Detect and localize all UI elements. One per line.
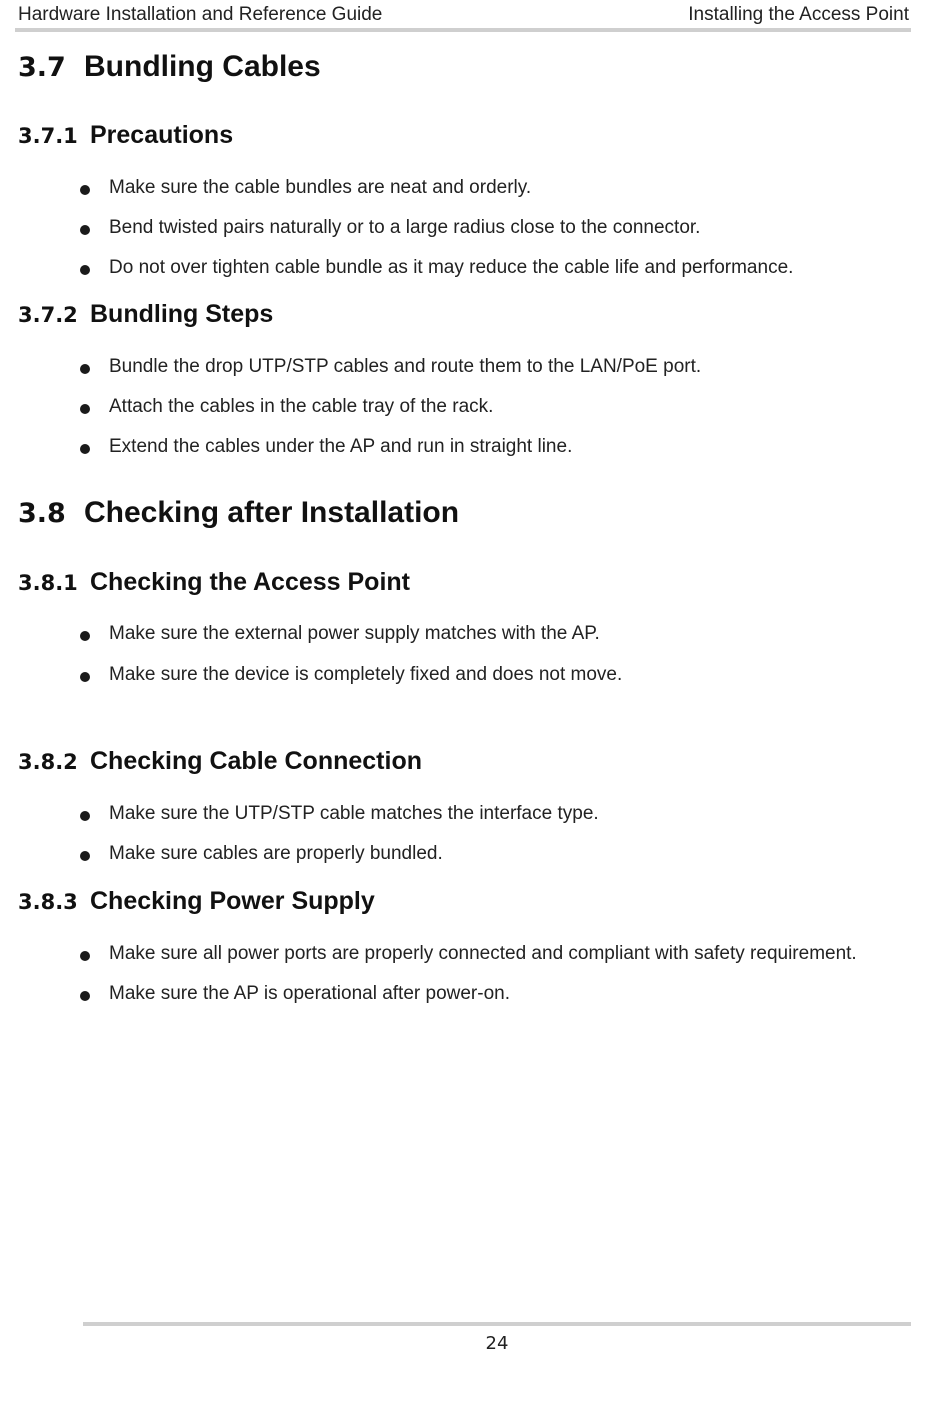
subsection-number: 3.7.2: [18, 303, 78, 327]
running-header: [18, 4, 909, 26]
subsection-heading-3-8-1: [18, 568, 410, 597]
footer-rule: [83, 1322, 911, 1326]
subsection-title: Checking the Access Point: [90, 568, 410, 596]
bullet-icon: [80, 265, 90, 275]
bullet-icon: [80, 225, 90, 235]
bullet-icon: [80, 851, 90, 861]
section-heading-3-7: [18, 50, 321, 84]
section-title: Bundling Cables: [84, 50, 321, 83]
bullet-icon: [80, 672, 90, 682]
subsection-heading-3-7-1: [18, 121, 233, 150]
bullet-icon: [80, 444, 90, 454]
subsection-number: 3.8.3: [18, 890, 78, 914]
bullet-icon: [80, 951, 90, 961]
subsection-heading-3-7-2: [18, 300, 273, 329]
subsection-number: 3.7.1: [18, 124, 78, 148]
subsection-title: Precautions: [90, 121, 234, 149]
bullet-icon: [80, 185, 90, 195]
section-title: Checking after Installation: [84, 496, 460, 529]
subsection-number: 3.8.2: [18, 750, 78, 774]
subsection-title: Bundling Steps: [90, 300, 274, 328]
bullet-icon: [80, 364, 90, 374]
bullet-icon: [80, 631, 90, 641]
section-number: 3.8: [18, 498, 66, 529]
bullet-icon: [80, 811, 90, 821]
header-chapter-title: Installing the Access Point: [688, 4, 909, 25]
subsection-number: 3.8.1: [18, 571, 78, 595]
bullet-icon: [80, 404, 90, 414]
header-rule: [15, 28, 911, 32]
section-number: 3.7: [18, 52, 66, 83]
subsection-heading-3-8-3: [18, 887, 375, 916]
subsection-heading-3-8-2: [18, 747, 422, 776]
page-number: 24: [485, 1333, 509, 1354]
subsection-title: Checking Cable Connection: [90, 747, 422, 775]
bullet-icon: [80, 991, 90, 1001]
section-heading-3-8: [18, 496, 459, 530]
header-doc-title: Hardware Installation and Reference Guide: [18, 4, 383, 25]
subsection-title: Checking Power Supply: [90, 887, 375, 915]
